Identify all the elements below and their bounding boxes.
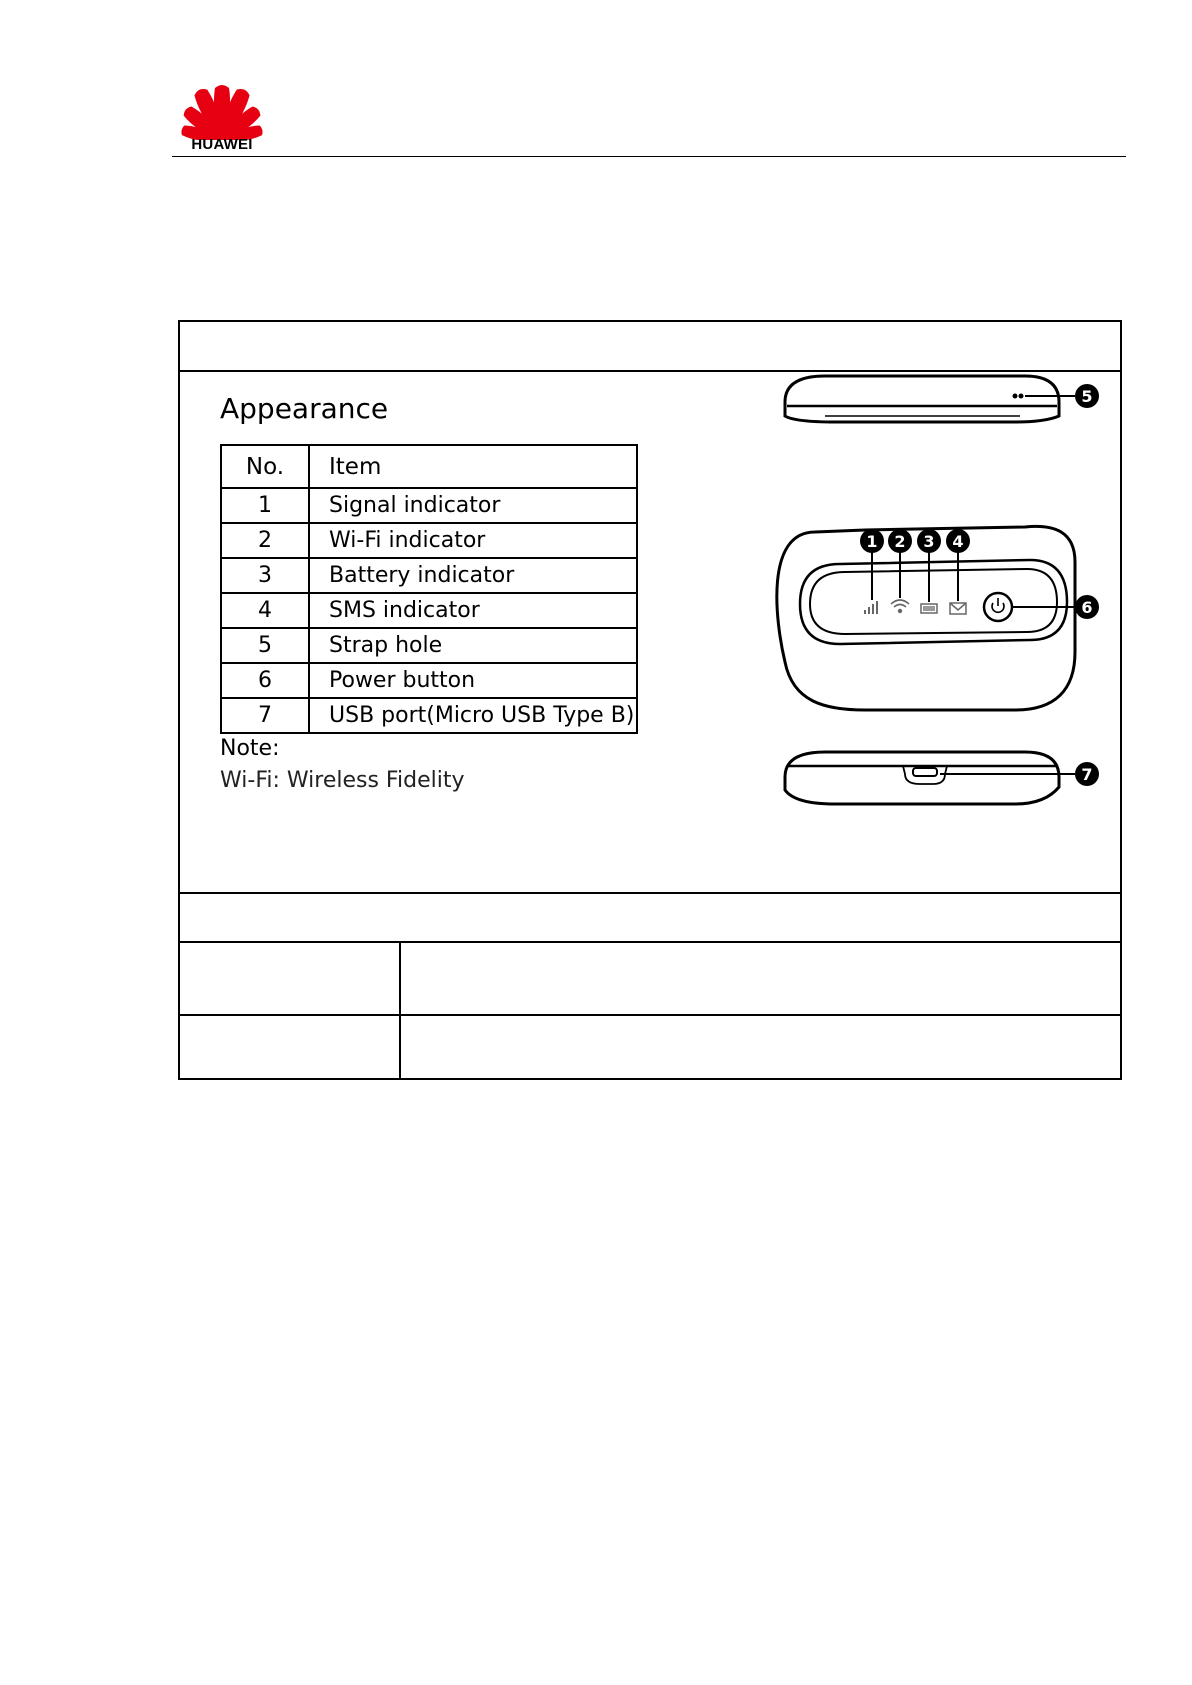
note-text: Wi-Fi: Wireless Fidelity (220, 768, 465, 793)
row-item: Power button (309, 663, 637, 698)
callout-badge-3 (917, 529, 941, 553)
row-divider (180, 941, 1120, 943)
section-title: Appearance (220, 392, 389, 425)
row-no: 2 (221, 523, 309, 558)
power-button-icon (984, 593, 1012, 621)
row-no: 7 (221, 698, 309, 733)
svg-text:6: 6 (1081, 598, 1093, 617)
row-no: 5 (221, 628, 309, 663)
row-no: 6 (221, 663, 309, 698)
row-item: SMS indicator (309, 593, 637, 628)
battery-indicator-icon (921, 604, 937, 613)
device-top-view (785, 376, 1059, 422)
header-no: No. (221, 445, 309, 488)
callout-badge-7 (1075, 762, 1099, 786)
logo-wordmark: HUAWEI (191, 136, 253, 153)
row-divider (180, 892, 1120, 894)
row-no: 1 (221, 488, 309, 523)
row-item: Wi-Fi indicator (309, 523, 637, 558)
table-row (221, 663, 637, 698)
device-diagram (745, 372, 1115, 812)
row-divider (180, 1014, 1120, 1016)
row-no: 3 (221, 558, 309, 593)
row-item: Battery indicator (309, 558, 637, 593)
svg-text:4: 4 (952, 532, 964, 551)
row-item: USB port(Micro USB Type B) (309, 698, 637, 733)
signal-indicator-icon (864, 601, 878, 614)
appearance-table (220, 444, 638, 734)
huawei-logo (172, 78, 272, 158)
svg-text:7: 7 (1081, 765, 1093, 784)
device-front-view (777, 526, 1075, 710)
callout-badge-1 (860, 529, 884, 553)
note-label: Note: (220, 736, 280, 761)
column-divider (399, 941, 401, 1080)
callout-badge-2 (888, 529, 912, 553)
table-row (221, 558, 637, 593)
callout-badge-5 (1075, 384, 1099, 408)
svg-text:2: 2 (894, 532, 906, 551)
device-bottom-view (785, 752, 1059, 804)
svg-text:1: 1 (866, 532, 878, 551)
svg-text:5: 5 (1081, 387, 1093, 406)
strap-hole-dot (1019, 394, 1024, 399)
table-row (221, 523, 637, 558)
row-item: Signal indicator (309, 488, 637, 523)
table-row (221, 488, 637, 523)
header-divider (172, 156, 1126, 157)
callout-badge-4 (946, 529, 970, 553)
table-row (221, 593, 637, 628)
table-row (221, 628, 637, 663)
table-row (221, 698, 637, 733)
row-item: Strap hole (309, 628, 637, 663)
table-header-row (221, 445, 637, 488)
svg-text:3: 3 (923, 532, 935, 551)
huawei-petals-icon (172, 78, 272, 140)
wifi-indicator-icon (891, 600, 909, 612)
header-item: Item (309, 445, 637, 488)
strap-hole-dot (1013, 394, 1018, 399)
sms-indicator-icon (950, 603, 966, 614)
callout-badge-6 (1075, 595, 1099, 619)
row-no: 4 (221, 593, 309, 628)
spec-frame (178, 320, 1122, 1080)
